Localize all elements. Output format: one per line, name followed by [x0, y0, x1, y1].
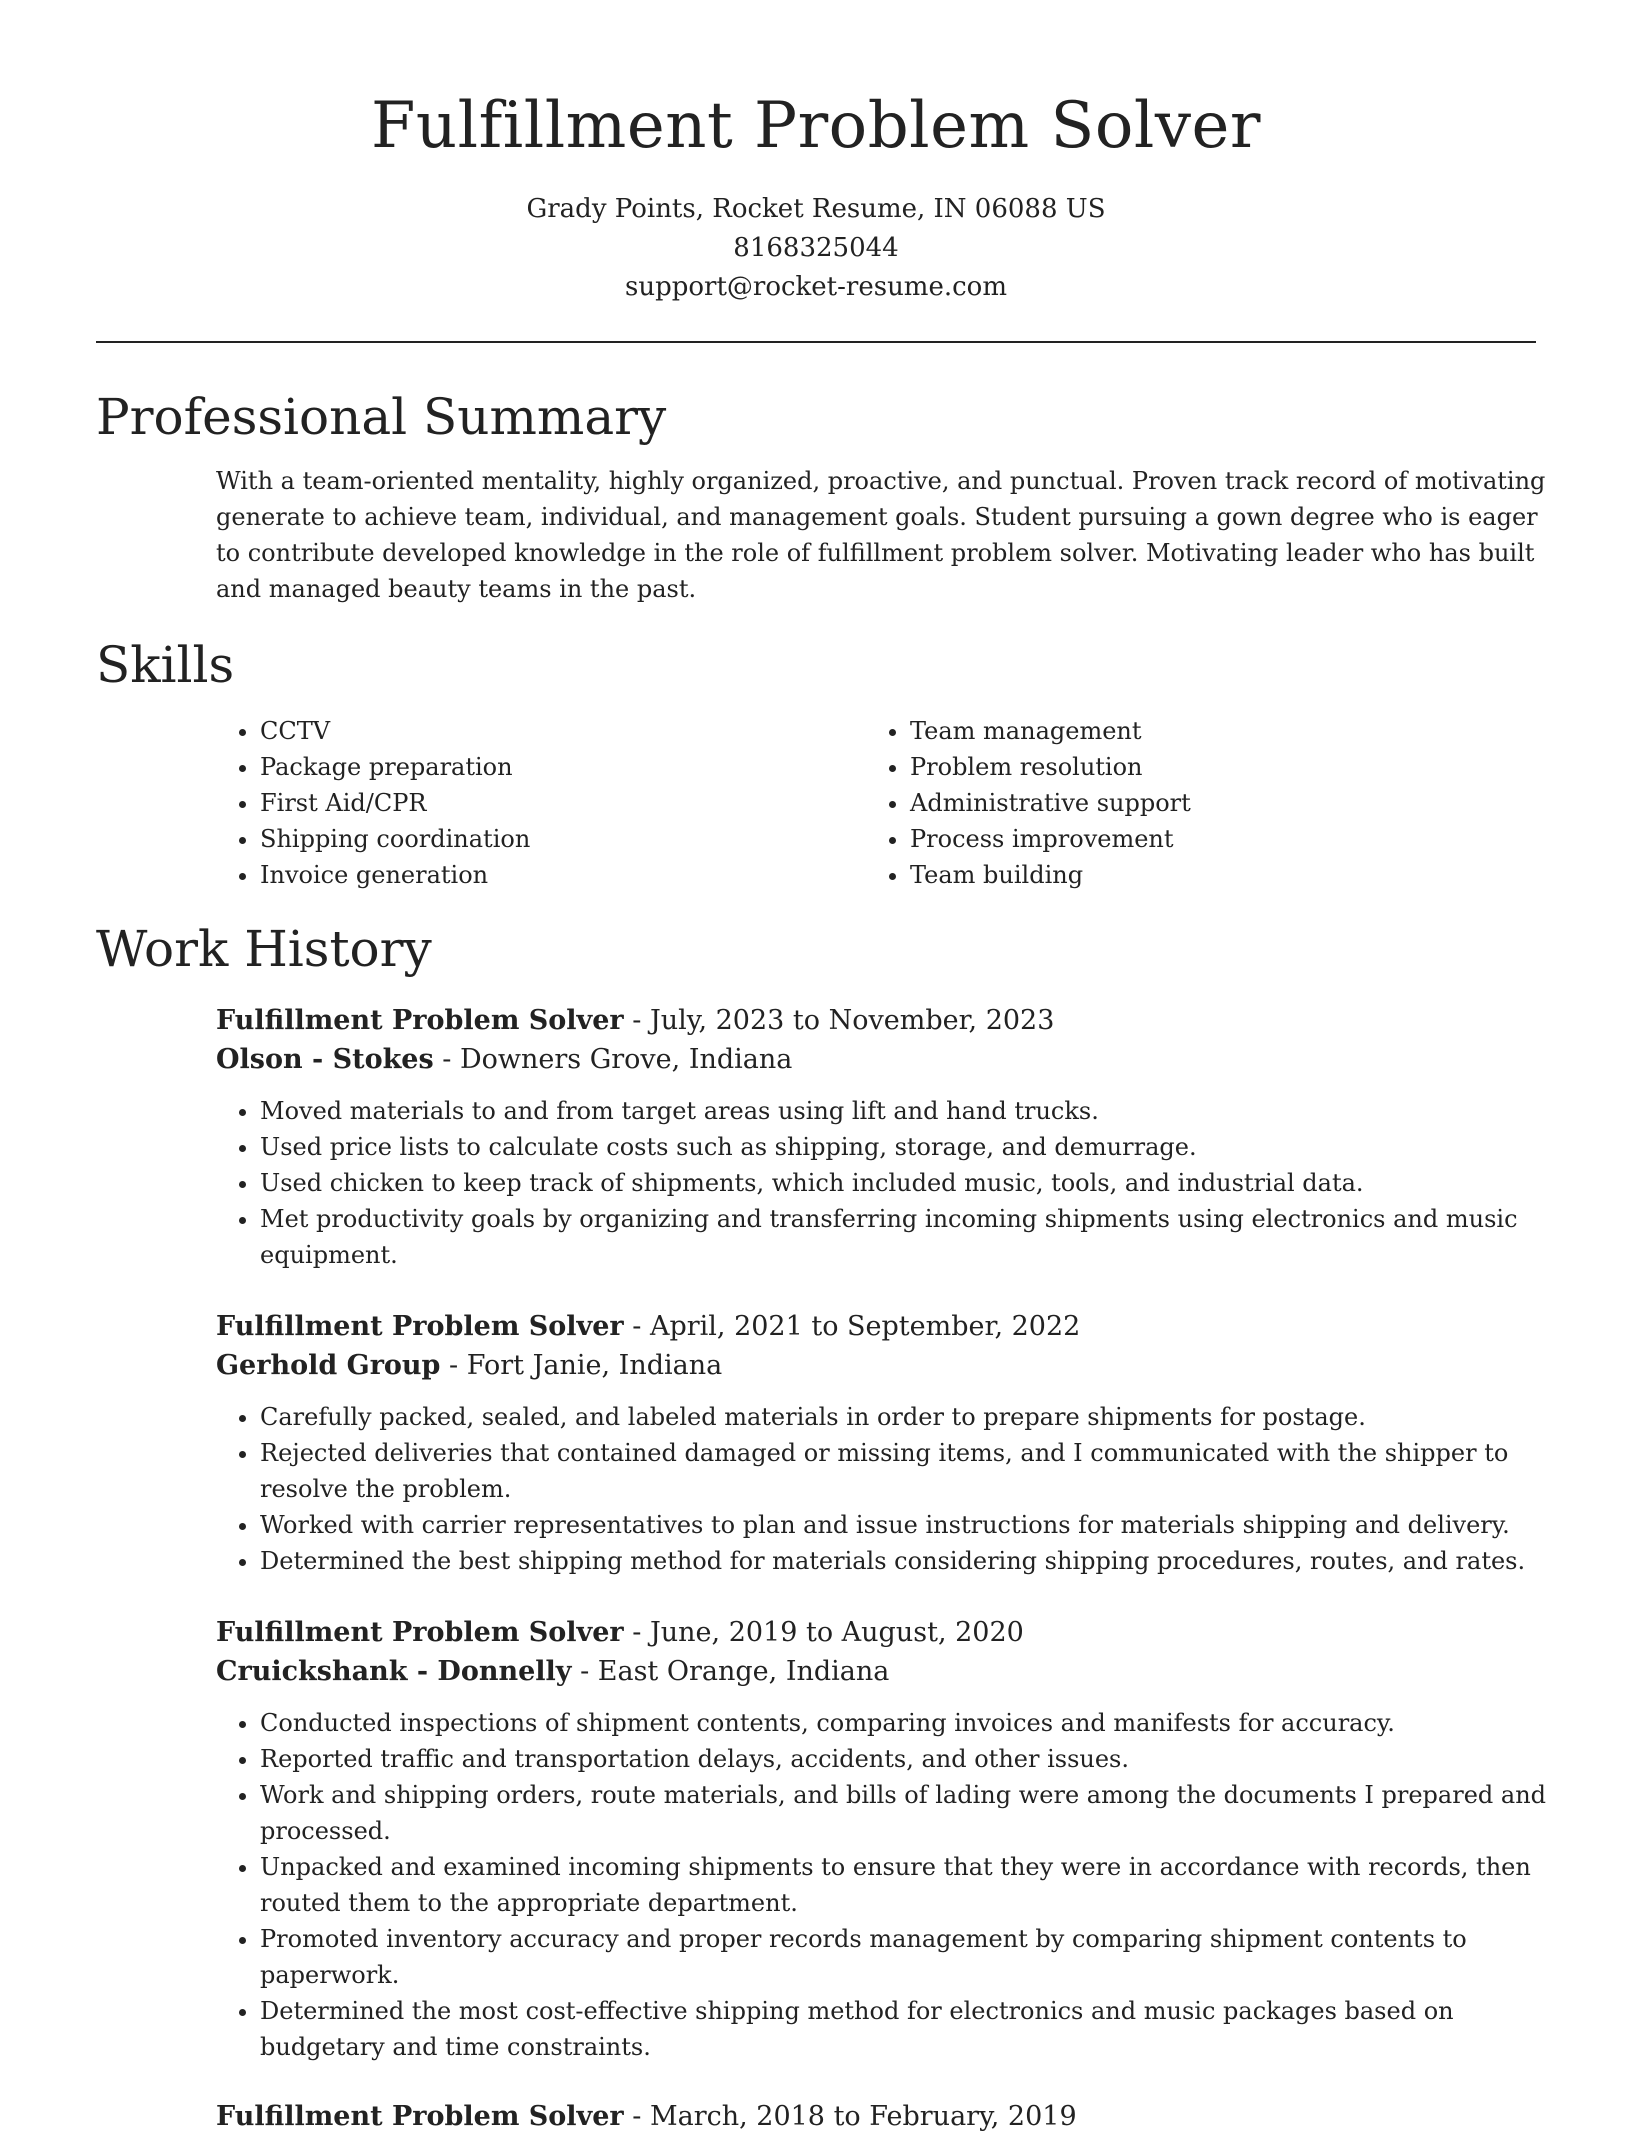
job-bullet: • Conducted inspections of shipment contents, comparing invoices and manifests for accuracy. — [260, 1705, 1546, 1741]
contact-email: support@rocket-resume.com — [624, 272, 1007, 302]
job-bullet: • Promoted inventory accuracy and proper records management by comparing shipment contents to paperwork. — [260, 1921, 1546, 1993]
job-dates: - March, 2018 to February, 2019 — [623, 2101, 1077, 2132]
skill-item: • Process improvement — [910, 821, 1516, 857]
header-divider — [96, 341, 1536, 343]
skills-column-right — [866, 713, 1516, 893]
skills-column-left — [216, 713, 866, 893]
job-bullet: • Determined the best shipping method for materials considering shipping procedures, routes, and rates. — [260, 1543, 1546, 1579]
work-history-heading: Work History — [96, 920, 432, 978]
job-company: Gerhold Group — [216, 1350, 441, 1381]
skill-item: • First Aid/CPR — [260, 785, 866, 821]
job-company-line — [216, 1652, 1546, 1691]
skill-item: • Problem resolution — [910, 749, 1516, 785]
contact-address: Grady Points, Rocket Resume, IN 06088 US — [526, 194, 1106, 224]
job-dates: - July, 2023 to November, 2023 — [623, 1005, 1055, 1036]
skill-item: • Package preparation — [260, 749, 866, 785]
job-location: - Downers Grove, Indiana — [433, 1044, 793, 1075]
job-title: Fulfillment Problem Solver — [216, 1005, 624, 1036]
job-bullets — [216, 1093, 1546, 1273]
job-bullet: • Unpacked and examined incoming shipments to ensure that they were in accordance with records, then routed them to the appropriate department. — [260, 1849, 1546, 1921]
job-bullet: • Worked with carrier representatives to plan and issue instructions for materials shipping and delivery. — [260, 1507, 1546, 1543]
job-bullet: • Used price lists to calculate costs such as shipping, storage, and demurrage. — [260, 1129, 1546, 1165]
skill-item: • Team management — [910, 713, 1516, 749]
job-bullet: • Rejected deliveries that contained damaged or missing items, and I communicated with the shipper to resolve the problem. — [260, 1435, 1546, 1507]
job-bullet: • Used chicken to keep track of shipments, which included music, tools, and industrial data. — [260, 1165, 1546, 1201]
skills-heading: Skills — [96, 636, 235, 694]
job-entry — [216, 2097, 1546, 2136]
job-bullet: • Met productivity goals by organizing and transferring incoming shipments using electronics and music equipment. — [260, 1201, 1546, 1273]
job-title: Fulfillment Problem Solver — [216, 1311, 624, 1342]
job-entry — [216, 1613, 1546, 2065]
job-title: Fulfillment Problem Solver — [216, 2101, 624, 2132]
skill-item: • Team building — [910, 857, 1516, 893]
job-bullets — [216, 1705, 1546, 2065]
job-title: Fulfillment Problem Solver — [216, 1617, 624, 1648]
job-title-line — [216, 1613, 1546, 1652]
job-entry — [216, 1001, 1546, 1273]
job-bullet: • Reported traffic and transportation delays, accidents, and other issues. — [260, 1741, 1546, 1777]
resume-page — [96, 0, 1547, 2136]
skill-item: • Administrative support — [910, 785, 1516, 821]
contact-block — [96, 190, 1536, 307]
job-bullet: • Carefully packed, sealed, and labeled materials in order to prepare shipments for postage. — [260, 1399, 1546, 1435]
job-company-line — [216, 1346, 1546, 1385]
skill-item: • Invoice generation — [260, 857, 866, 893]
resume-name: Fulfillment Problem Solver — [370, 89, 1262, 163]
job-dates: - June, 2019 to August, 2020 — [623, 1617, 1024, 1648]
summary-heading: Professional Summary — [96, 388, 667, 446]
job-title-line — [216, 1307, 1546, 1346]
job-location: - East Orange, Indiana — [571, 1656, 890, 1687]
contact-phone: 8168325044 — [733, 233, 899, 263]
job-location: - Fort Janie, Indiana — [440, 1350, 723, 1381]
job-company: Olson - Stokes — [216, 1044, 434, 1075]
job-bullet: • Work and shipping orders, route materials, and bills of lading were among the documents I prepared and processed. — [260, 1777, 1546, 1849]
job-title-line — [216, 1001, 1546, 1040]
job-title-line — [216, 2097, 1546, 2136]
skill-item: • CCTV — [260, 713, 866, 749]
skills-list — [216, 713, 1536, 893]
job-company-line — [216, 1040, 1546, 1079]
job-dates: - April, 2021 to September, 2022 — [623, 1311, 1081, 1342]
job-entry — [216, 1307, 1546, 1579]
summary-text: With a team-oriented mentality, highly organized, proactive, and punctual. Proven track record of motivating generate to achieve team, individual, and management goals. Student pursuing a gown degree who is eager to contribute developed knowledge in the role of fulfillment problem solver. Motivating leader who has built and managed beauty teams in the past. — [216, 467, 1546, 603]
job-bullets — [216, 1399, 1546, 1579]
job-bullet: • Determined the most cost-effective shipping method for electronics and music packages based on budgetary and time constraints. — [260, 1993, 1546, 2065]
job-bullet: • Moved materials to and from target areas using lift and hand trucks. — [260, 1093, 1546, 1129]
job-company: Cruickshank - Donnelly — [216, 1656, 572, 1687]
skill-item: • Shipping coordination — [260, 821, 866, 857]
